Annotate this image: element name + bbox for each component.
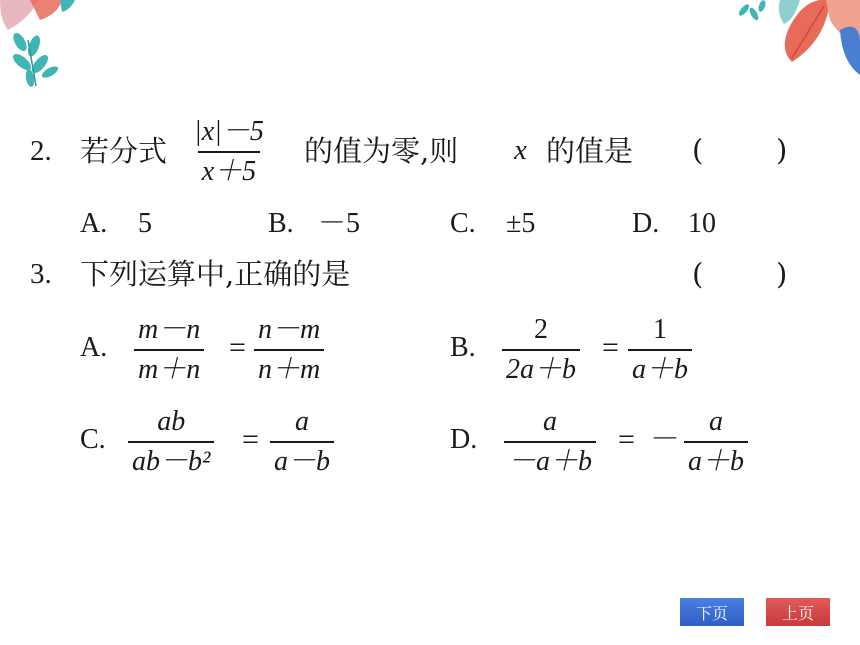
question-2-option-a-value: 5 <box>138 208 152 239</box>
question-3-option-c-letter: C. <box>80 424 106 455</box>
next-page-button[interactable]: 下页 <box>680 598 744 626</box>
question-3-option-d-equals: = <box>618 423 635 456</box>
question-2-number: 2. <box>30 135 52 167</box>
previous-page-button[interactable]: 上页 <box>766 598 830 626</box>
question-3-option-c-rhs <box>270 408 334 476</box>
question-3-option-b-lhs-numerator: 2 <box>534 314 548 345</box>
question-2-option-d-letter: D. <box>632 208 660 239</box>
question-3-option-b-rhs <box>628 316 692 384</box>
question-3-option-b-rhs-denominator: a＋b <box>628 349 692 384</box>
question-3-option-b-letter: B. <box>450 332 476 363</box>
question-3-option-c-equals: = <box>242 423 259 456</box>
question-3-option-b-lhs <box>502 316 580 384</box>
question-2-text-after: 的值为零,则 <box>304 134 459 168</box>
question-3-option-a-rhs <box>254 316 324 384</box>
question-3-option-d-lhs-numerator: a <box>543 406 557 437</box>
question-3-option-a-equals: = <box>229 331 246 364</box>
question-2-variable: x <box>514 134 527 166</box>
question-2-option-d-value: 10 <box>688 208 716 239</box>
question-3-option-c-lhs <box>128 408 214 476</box>
question-3-option-b-lhs-denominator: 2a＋b <box>502 349 580 384</box>
question-3-option-d-letter: D. <box>450 424 478 455</box>
question-3-option-d-lhs <box>504 408 596 476</box>
question-2-text-end: 的值是 <box>546 134 634 168</box>
question-2-answer-paren-open: ( <box>692 133 704 167</box>
question-3-option-a-rhs-numerator: n－m <box>258 314 321 345</box>
question-3-option-a-lhs-denominator: m＋n <box>134 349 204 384</box>
question-3-option-d-lhs-denominator: －a＋b <box>504 441 596 476</box>
question-3-option-a-letter: A. <box>80 332 108 363</box>
question-3-text: 下列运算中,正确的是 <box>80 257 351 291</box>
question-2-option-b-value: －5 <box>318 208 361 239</box>
question-2-option-c-value: ±5 <box>506 208 536 239</box>
question-2-option-a-letter: A. <box>80 208 108 239</box>
question-2-answer-paren-close: ) <box>776 133 788 167</box>
question-3-option-a-lhs-numerator: m－n <box>138 314 201 345</box>
question-3-answer-paren-close: ) <box>776 257 788 291</box>
question-3-option-a-lhs <box>134 316 204 384</box>
question-3-option-d-rhs <box>684 408 748 476</box>
question-3-option-b-rhs-numerator: 1 <box>653 314 667 345</box>
question-2-fraction <box>190 118 268 186</box>
question-2-option-c-letter: C. <box>450 208 476 239</box>
question-2-fraction-denominator: x＋5 <box>198 151 260 186</box>
question-3-option-d-rhs-sign: － <box>650 423 680 456</box>
leaf-decoration-top-right <box>730 0 860 75</box>
question-3-number: 3. <box>30 258 52 290</box>
question-3-option-c-rhs-numerator: a <box>295 406 309 437</box>
question-3-option-b-equals: = <box>602 331 619 364</box>
question-3-option-d-rhs-denominator: a＋b <box>684 441 748 476</box>
question-3-option-c-lhs-denominator: ab－b² <box>128 441 214 476</box>
question-3-option-a-rhs-denominator: n＋m <box>254 349 324 384</box>
question-2-fraction-numerator: |x|－5 <box>194 116 264 147</box>
question-3-option-d-rhs-numerator: a <box>709 406 723 437</box>
leaf-decoration-top-left <box>0 0 90 95</box>
question-2-text-before: 若分式 <box>80 134 168 168</box>
question-2-option-b-letter: B. <box>268 208 294 239</box>
question-3-answer-paren-open: ( <box>692 257 704 291</box>
question-3-option-c-lhs-numerator: ab <box>157 406 186 437</box>
question-3-option-c-rhs-denominator: a－b <box>270 441 334 476</box>
